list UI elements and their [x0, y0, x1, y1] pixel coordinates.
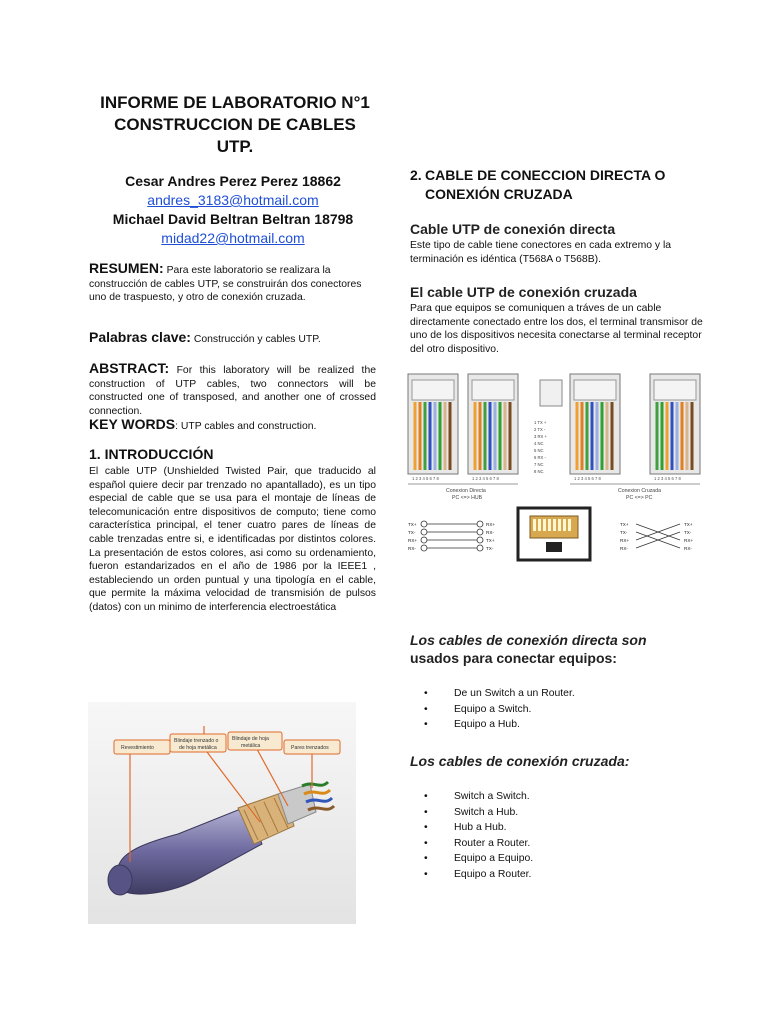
pin-list-7: 7 NC [534, 462, 544, 467]
cross-rsig-1: TX+ [684, 522, 693, 527]
straight-sig-4: RX- [408, 546, 416, 551]
abstract-label: ABSTRACT: [89, 360, 170, 376]
pin-list-3: 3 RX + [534, 434, 547, 439]
straight-sig-3: RX+ [408, 538, 418, 543]
cross-sig-1: TX+ [620, 522, 629, 527]
cruzada-uses-list [410, 789, 710, 883]
palabras-clave-paragraph [89, 331, 376, 347]
straight-sig-1: TX+ [408, 522, 417, 527]
cross-rsig-2: TX- [684, 530, 692, 535]
directa-uses-heading [410, 631, 710, 667]
directa-uses-heading-line2: usados para conectar equipos: [410, 650, 617, 666]
author-email-1[interactable]: andres_3183@hotmail.com [147, 192, 319, 208]
wiring-diagram [406, 366, 702, 562]
directa-heading: Cable UTP de conexión directa [410, 221, 616, 237]
pin-list-8: 8 NC [534, 469, 544, 474]
author-email-2[interactable]: midad22@hotmail.com [161, 230, 305, 246]
pin-row-right-a: 1 2 3 4 5 6 7 8 [574, 476, 601, 481]
cross-rsig-3: RX+ [684, 538, 694, 543]
resumen-label: RESUMEN: [89, 260, 164, 276]
list-item: • Equipo a Hub. [410, 717, 710, 733]
straight-sig-2: TX- [408, 530, 416, 535]
pin-list-6: 6 RX - [534, 455, 546, 460]
straight-rsig-3: TX+ [486, 538, 495, 543]
caption-directa: Conexion Directa [446, 488, 486, 494]
list-item: • Equipo a Switch. [410, 702, 710, 718]
pin-list-2: 2 TX - [534, 427, 546, 432]
directa-uses-heading-line1: Los cables de conexión directa son [410, 632, 647, 648]
caption-cruzada: Conexion Cruzada [618, 488, 661, 494]
cable-label-blindaje-trenzado-2: de hoja metálica [179, 745, 217, 751]
authors-block [88, 172, 378, 248]
palabras-clave-text: Construcción y cables UTP. [193, 334, 321, 345]
section2-heading-line2: CONEXIÓN CRUZADA [425, 186, 573, 202]
cruzada-heading: El cable UTP de conexión cruzada [410, 284, 637, 300]
palabras-clave-label: Palabras clave: [89, 329, 191, 345]
resumen-text: Para este laboratorio se realizara la construcción de cables UTP, se construirán dos conectores uno de traspuesto, y otro de conexión cruzada. [89, 265, 362, 304]
cross-sig-2: TX- [620, 530, 628, 535]
cross-sig-3: RX+ [620, 538, 630, 543]
cable-label-revestimiento: Revestimiento [121, 745, 154, 751]
cable-label-blindaje-hoja: Blindaje de hoja [232, 736, 269, 742]
pin-row-right-b: 1 2 3 4 5 6 7 8 [654, 476, 681, 481]
intro-heading: 1. INTRODUCCIÓN [89, 446, 214, 462]
keywords-text: : UTP cables and construction. [175, 421, 317, 432]
keywords-paragraph [89, 418, 376, 434]
pin-row-left-a: 1 2 3 4 5 6 7 8 [412, 476, 439, 481]
caption-cruzada-sub: PC <=> PC [626, 495, 653, 501]
title-line-1: INFORME DE LABORATORIO N°1 [100, 93, 370, 112]
straight-rsig-4: TX- [486, 546, 494, 551]
title-line-2: CONSTRUCCION DE CABLES [114, 115, 356, 134]
author-name-1: Cesar Andres Perez Perez 18862 [125, 173, 341, 189]
wiring-diagram-figure [406, 366, 702, 562]
intro-text: El cable UTP (Unshielded Twisted Pair, que traducido al español quiere decir par trenzado no apantallado), es un tipo especial de cable que se usa para el montaje de líneas de telecomunicación entre dispositivos de computo; tiene como característica principal, el tener cuatro pares de líneas de cable trenzadas entre si, e identificadas por distintos colores. La presentación de estos colores, asi como su ordenamiento, fueron estandarizados en el año de 1986 por la IEEE1 , estableciendo un orden puntual y una tipología en el cable, que permite la máxima velocidad de transmisión de pulsos (datos) con un minimo de interferencia electroestática [89, 466, 376, 613]
cruzada-text: Para que equipos se comuniquen a tráves de un cable directamente conectado entre los dos, el terminal transmisor de uno de los dispositivos necesita conectarse al terminal receptor del otro dispositivo. [410, 303, 703, 355]
pin-list-5: 5 NC [534, 448, 544, 453]
cross-sig-4: RX- [620, 546, 628, 551]
cable-label-blindaje-hoja-2: metálica [241, 743, 261, 749]
utp-cable-figure [88, 702, 356, 924]
cruzada-uses-heading: Los cables de conexión cruzada: [410, 753, 630, 769]
cross-rsig-4: RX- [684, 546, 692, 551]
straight-rsig-2: RX- [486, 530, 494, 535]
directa-uses-list [410, 686, 710, 733]
straight-rsig-1: RX+ [486, 522, 496, 527]
list-item: • Switch a Hub. [410, 805, 710, 821]
section2-heading [410, 166, 710, 204]
list-item: • Equipo a Equipo. [410, 851, 710, 867]
abstract-paragraph [89, 362, 376, 418]
caption-directa-sub: PC <=> HUB [452, 495, 483, 501]
rj45-jack-icon [518, 508, 590, 560]
document-title [70, 92, 400, 158]
list-item: • Router a Router. [410, 836, 710, 852]
title-line-3: UTP. [216, 137, 254, 156]
cable-label-pares: Pares trenzados [291, 745, 329, 751]
cable-label-blindaje-trenzado: Blindaje trenzado o [174, 738, 219, 744]
author-name-2: Michael David Beltran Beltran 18798 [112, 211, 354, 227]
list-item: • Switch a Switch. [410, 789, 710, 805]
pin-list-1: 1 TX + [534, 420, 547, 425]
keywords-label: KEY WORDS [89, 416, 176, 432]
list-item: • Equipo a Router. [410, 867, 710, 883]
directa-text: Este tipo de cable tiene conectores en cada extremo y la terminación es idéntica (T568A o T568B). [410, 240, 672, 265]
pin-list-4: 4 NC [534, 441, 544, 446]
abstract-text: For this laboratory will be realized the construction of UTP cables, two connectors will be constructed one of transposed, and another one of crossed connection. [89, 365, 376, 417]
section2-number: 2. [410, 167, 422, 183]
section2-heading-line1: CABLE DE CONECCION DIRECTA O [425, 167, 666, 183]
list-item: • De un Switch a un Router. [410, 686, 710, 702]
rj45-plug-icon [540, 380, 562, 406]
pin-row-left-b: 1 2 3 4 5 6 7 8 [472, 476, 499, 481]
resumen-paragraph [89, 262, 376, 305]
utp-cable-illustration [88, 702, 356, 924]
list-item: • Hub a Hub. [410, 820, 710, 836]
